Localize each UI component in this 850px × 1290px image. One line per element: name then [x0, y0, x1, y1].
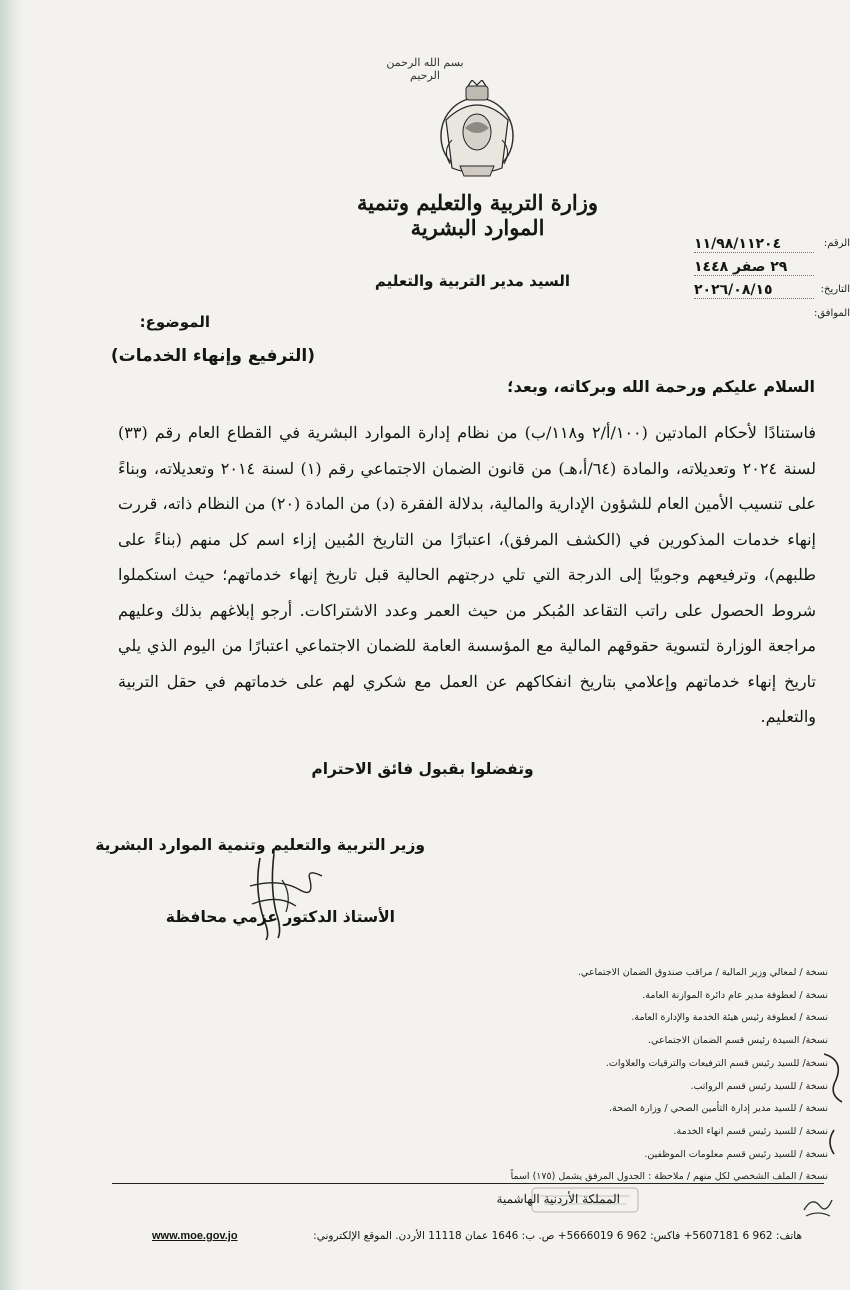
reference-number-row: [675, 236, 850, 256]
copy-item: نسخة / لعطوفة رئيس هيئة الخدمة والإدارة العامة.: [631, 1012, 828, 1024]
date-label: التاريخ:: [820, 284, 850, 295]
footer-contact: هاتف: 962 6 5607181+ فاكس: 962 6 5666019+ ص. ب: 1646 عمان 11118 الأردن. الموقع الإلكتروني:: [313, 1230, 802, 1242]
reference-number: ١١/٩٨/١١٢٠٤: [694, 236, 814, 253]
handwritten-signature: [230, 850, 340, 940]
copy-item: نسخة/ السيدة رئيس قسم الضمان الاجتماعي.: [648, 1035, 828, 1047]
copy-item: نسخة / الملف الشخصي لكل منهم / ملاحظة : الجدول المرفق يشمل (١٧٥) اسماً: [510, 1171, 828, 1183]
corresponding-row: [675, 306, 850, 326]
letter-body: فاستنادًا لأحكام المادتين (١٠٠/أ/٢ و١١٨/ب) من نظام إدارة الموارد البشرية في القطاع العام رقم (٣٣) لسنة ٢٠٢٤ وتعديلاته، والمادة (٦٤/أ،هـ) من قانون الضمان الاجتماعي رقم (١) لسنة ٢٠١٤ وتعديلاته، وبناءً على تنسيب الأمين العام للشؤون الإدارية والمالية، بدلالة الفقرة (د) من المادة (٢٠) من النظام ذاته، قررت إنهاء خدمات المذكورين في (الكشف المرفق)، اعتبارًا من التاريخ المُبين إزاء اسم كل منهم (بناءً على طلبهم)، وترفيعهم وجوبيًا إلى الدرجة التي تلي درجتهم الحالية قبل تاريخ إنهاء خدماتهم؛ حيث استكملوا شروط الحصول على راتب التقاعد المُبكر من حيث العمر وعدد الاشتراكات. أرجو إبلاغهم بذلك وعليهم مراجعة الوزارة لتسوية حقوقهم المالية مع المؤسسة العامة للضمان الاجتماعي اعتبارًا من اليوم الذي يلي تاريخ إنهاء خدماتهم وإعلامي بتاريخ انفكاكهم عن العمل مع شكري لهم على خدماتهم في حقل التربية والتعليم.: [118, 423, 817, 726]
corresponding-label: الموافق:: [813, 308, 850, 319]
handwritten-bracket-mark: [818, 1050, 848, 1160]
copy-item: نسخة / لمعالي وزير المالية / مراقب صندوق الضمان الاجتماعي.: [577, 967, 828, 978]
addressee: السيد مدير التربية والتعليم: [374, 272, 570, 290]
coat-of-arms-icon: [432, 80, 522, 180]
copies-list: [390, 962, 828, 1189]
footer-divider: [112, 1183, 824, 1184]
website-link[interactable]: www.moe.gov.jo: [152, 1230, 238, 1242]
reference-number-label: الرقم:: [823, 238, 850, 249]
closing: وتفضلوا بقبول فائق الاحترام: [311, 760, 534, 778]
copy-item: نسخة / للسيد مدير إدارة التأمين الصحي / وزارة الصحة.: [608, 1103, 828, 1115]
date-row: [675, 282, 850, 302]
basmala: بسم الله الرحمن الرحيم: [386, 56, 464, 82]
kingdom-name: المملكة الأردنية الهاشمية: [496, 1192, 620, 1206]
ministry-name: وزارة التربية والتعليم وتنمية الموارد البشرية: [357, 190, 598, 240]
subject-label: الموضوع:: [139, 313, 210, 331]
copy-item: نسخة / لعطوفة مدير عام دائرة الموازنة العامة.: [642, 989, 828, 1001]
handwritten-initials: [798, 1190, 838, 1220]
signatory-title: وزير التربية والتعليم وتنمية الموارد البشرية: [95, 836, 425, 854]
page-edge: [0, 0, 22, 1290]
signatory-name: الأستاذ الدكتور عزمي محافظة: [165, 908, 395, 926]
copy-item: نسخة / للسيد رئيس قسم انهاء الخدمة.: [673, 1125, 828, 1137]
subject: (الترفيع وإنهاء الخدمات): [110, 346, 315, 366]
copy-item: نسخة / للسيد رئيس قسم معلومات الموظفين.: [644, 1148, 828, 1160]
gregorian-date: ٢٠٢٦/٠٨/١٥: [694, 282, 814, 299]
hijri-date-row: [675, 259, 850, 279]
greeting: السلام عليكم ورحمة الله وبركاته، وبعد؛: [507, 377, 815, 396]
copy-item: نسخة / للسيد رئيس قسم الرواتب.: [690, 1080, 828, 1092]
hijri-date: ٢٩ صفر ١٤٤٨: [694, 259, 814, 276]
copy-item: نسخة/ للسيد رئيس قسم الترفيعات والترقيات والعلاوات.: [605, 1057, 828, 1069]
